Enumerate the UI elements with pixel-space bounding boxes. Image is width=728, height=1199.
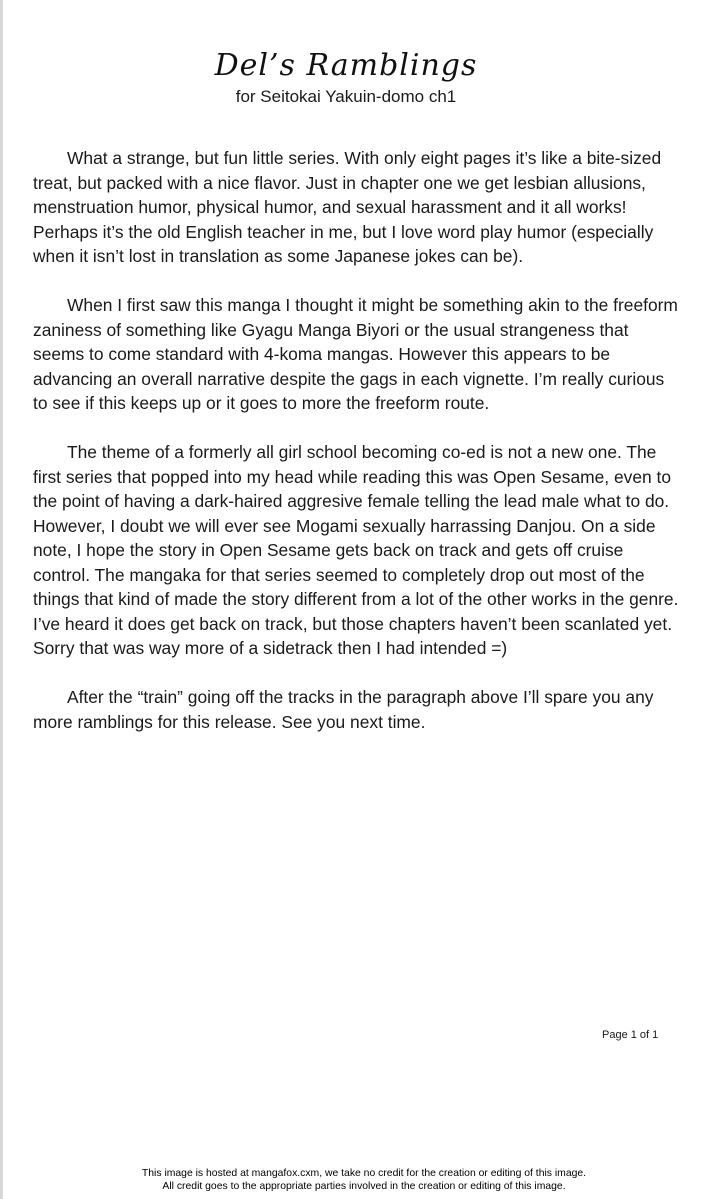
paragraph-2: When I first saw this manga I thought it might be something akin to the freeform zaniness of something like Gyagu Manga Biyori or the usual strangeness that seems to come standard with 4-koma mangas. However this appears to be advancing an overall narrative despite the gags in each vignette. I’m really curious to see if this keeps up or it goes to more the freeform route. [33,295,678,413]
paragraph-3: The theme of a formerly all girl school becoming co-ed is not a new one. The first series that popped into my head while reading this was Open Sesame, even to the point of having a dark-haired aggresive female telling the lead male what to do. However, I doubt we will ever see Mogami sexually harrassing Danjou. On a side note, I hope the story in Open Sesame gets back on track and gets off cruise control. The mangaka for that series seemed to completely drop out most of the things that kind of made the story different from a lot of the other works in the genre. I’ve heard it does get back on track, but those chapters haven’t been scanlated yet. Sorry that was way more of a sidetrack then I had intended =) [33,442,679,658]
disclaimer-line-2: All credit goes to the appropriate parties involved in the creation or editing of this image. [162,1181,566,1192]
hosting-disclaimer [0,1167,728,1193]
page-title: Del’s Ramblings [214,48,478,83]
paragraph-1: What a strange, but fun little series. With only eight pages it’s like a bite-sized treat, but packed with a nice flavor. Just in chapter one we get lesbian allusions, menstruation humor, physical humor, and sexual harassment and it all works! Perhaps it’s the old English teacher in me, but I love word play humor (especially when it isn’t lost in translation as some Japanese jokes can be). [33,148,662,266]
disclaimer-line-1: This image is hosted at mangafox.cxm, we take no credit for the creation or editing of this image. [141,1168,587,1179]
page-number: Page 1 of 1 [602,1029,659,1041]
paragraph-4: After the “train” going off the tracks in the paragraph above I’ll spare you any more ramblings for this release. See you next time. [33,687,654,732]
page-edge [0,0,3,1199]
page-subtitle: for Seitokai Yakuin-domo ch1 [235,87,457,106]
article-body [33,146,683,759]
